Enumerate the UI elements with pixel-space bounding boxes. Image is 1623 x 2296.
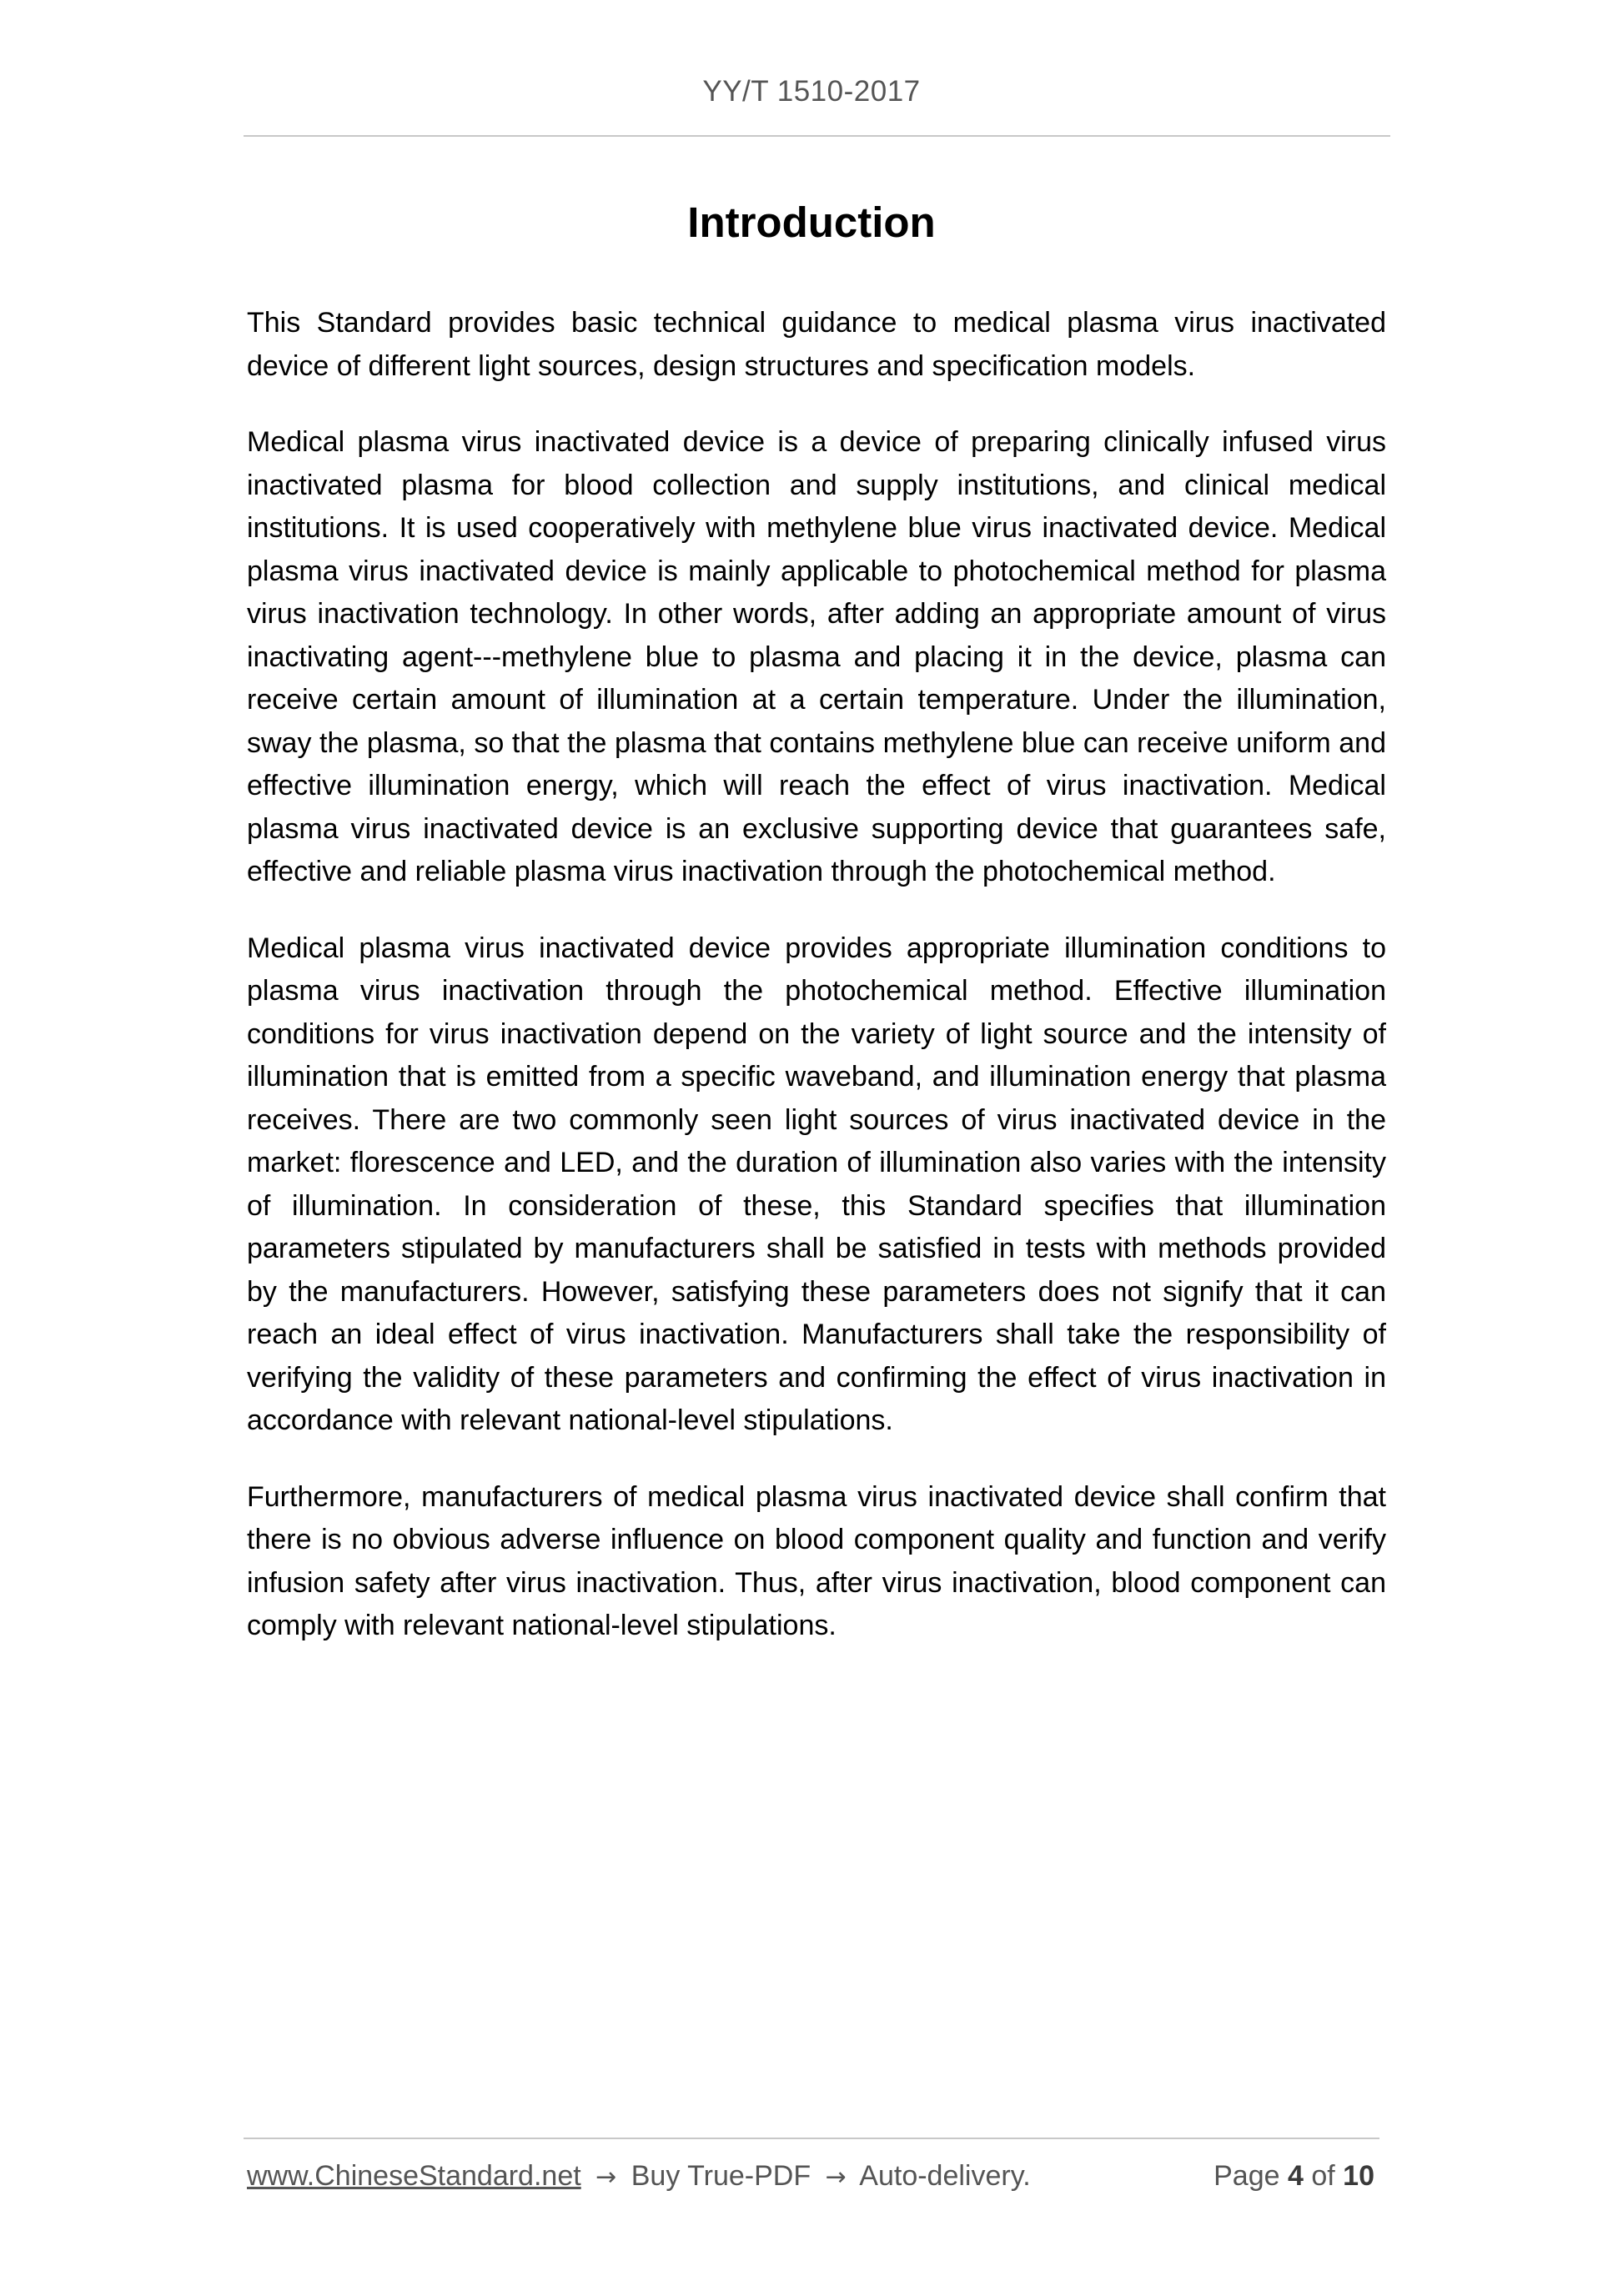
body-text — [247, 302, 1386, 1681]
footer — [247, 2160, 1379, 2202]
header-divider — [244, 135, 1390, 137]
page-title: Introduction — [687, 198, 936, 246]
footer-divider — [244, 2138, 1379, 2139]
paragraph-3: Medical plasma virus inactivated device provides appropriate illumination conditions to plasma virus inactivation through the photochemical method. Effective illumination conditions for virus inactivation depend on the variety of light source and the intensity of illumination that is emitted from a specific waveband, and illumination energy that plasma receives. There are two commonly seen light sources of virus inactivated device in the market: florescence and LED, and the duration of illumination also varies with the intensity of illumination. In consideration of these, this Standard specifies that illumination parameters stipulated by manufacturers shall be satisfied in tests with methods provided by the manufacturers. However, satisfying these parameters does not signify that it can reach an ideal effect of virus inactivation. Manufacturers shall take the responsibility of verifying the validity of these parameters and confirming the effect of virus inactivation in accordance with relevant national-level stipulations. — [247, 932, 1386, 1436]
paragraph-2: Medical plasma virus inactivated device is a device of preparing clinically infused virus inactivated plasma for blood collection and supply institutions, and clinical medical institutions. It is used cooperatively with methylene blue virus inactivated device. Medical plasma virus inactivated device is mainly applicable to photochemical method for plasma virus inactivation technology. In other words, after adding an appropriate amount of virus inactivating agent---methylene blue to plasma and placing it in the device, plasma can receive certain amount of illumination at a certain temperature. Under the illumination, sway the plasma, so that the plasma that contains methylene blue can receive uniform and effective illumination energy, which will reach the effect of virus inactivation. Medical plasma virus inactivated device is an exclusive supporting device that guarantees safe, effective and reliable plasma virus inactivation through the photochemical method. — [247, 426, 1386, 887]
auto-delivery-text: Auto-delivery. — [859, 2160, 1031, 2192]
footer-promo — [247, 2160, 1031, 2193]
paragraph-4: Furthermore, manufacturers of medical plasma virus inactivated device shall confirm that there is no obvious adverse influence on blood component quality and function and verify infusion safety after virus inactivation. Thus, after virus inactivation, blood component can comply with relevant national-level stipulations. — [247, 1480, 1386, 1641]
arrow-right-icon: → — [825, 2163, 847, 2192]
buy-pdf-text: Buy True-PDF — [631, 2160, 812, 2192]
page-total: 10 — [1343, 2160, 1374, 2192]
page-current: 4 — [1287, 2160, 1304, 2192]
paragraph-1: This Standard provides basic technical guidance to medical plasma virus inactivated device of different light sources, design structures and specification models. — [247, 307, 1386, 382]
website-link[interactable]: www.ChineseStandard.net — [247, 2160, 581, 2192]
header-doc-code: YY/T 1510-2017 — [702, 75, 921, 108]
of-label: of — [1311, 2160, 1335, 2192]
arrow-right-icon: → — [595, 2163, 617, 2192]
page-label: Page — [1213, 2160, 1280, 2192]
page-number — [1213, 2160, 1374, 2193]
